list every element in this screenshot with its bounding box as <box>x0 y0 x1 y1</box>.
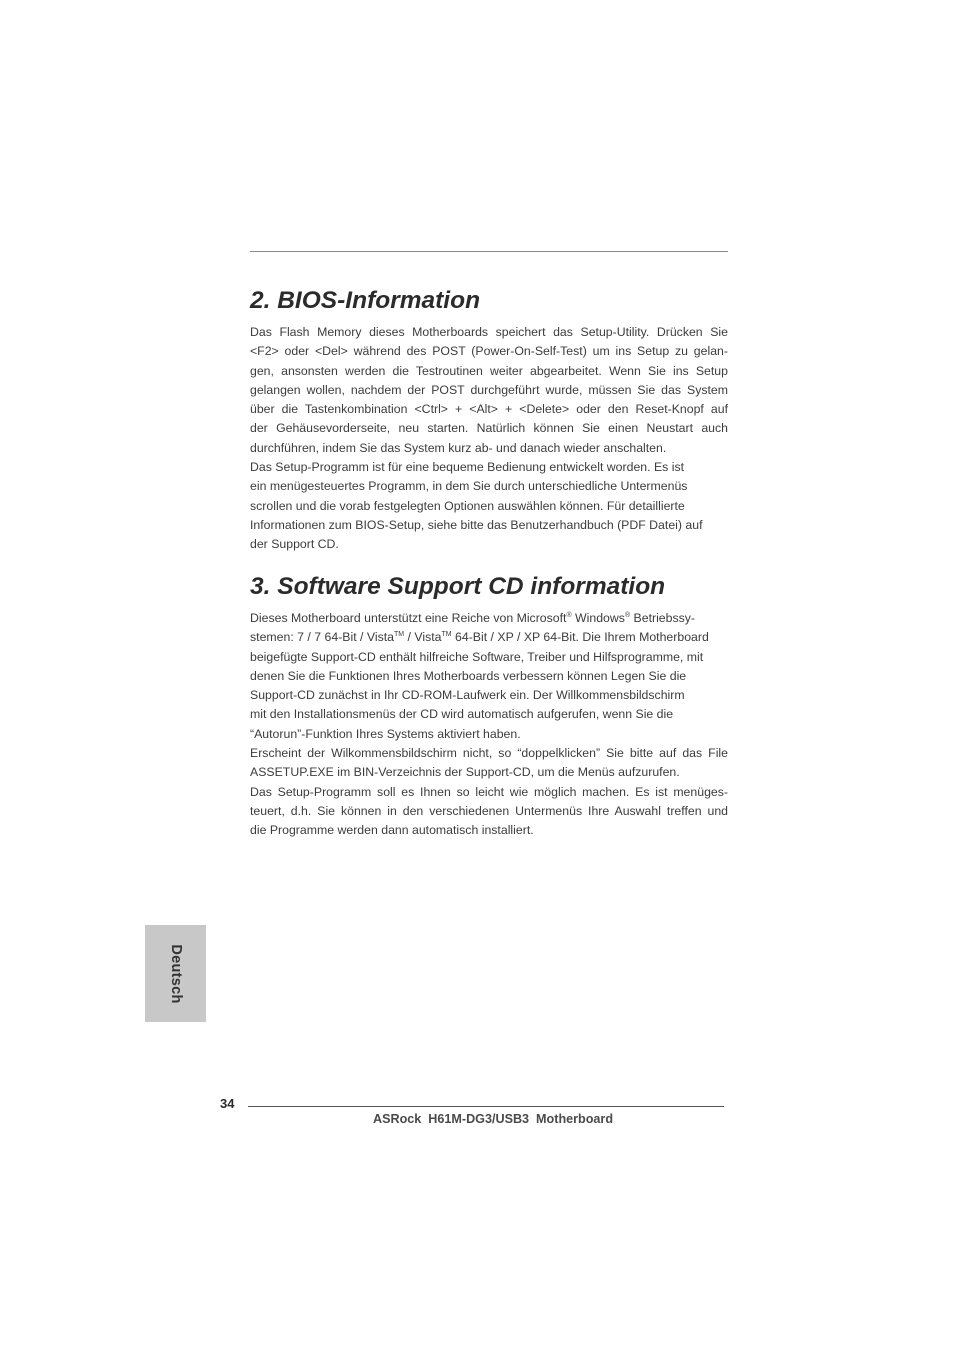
text-line: “Autorun”-Funktion Ihres Systems aktiviert haben. <box>250 726 521 741</box>
language-tab <box>145 925 206 1022</box>
text-line: der Gehäusevorderseite, neu starten. Natürlich können Sie einen Neustart auch <box>250 421 728 436</box>
text-line: gelangen wollen, nachdem der POST durchgeführt wurde, müssen Sie das System <box>250 382 728 397</box>
text-line: teuert, d.h. Sie können in den verschiedenen Untermenüs Ihre Auswahl treffen und <box>250 803 728 818</box>
page-number: 34 <box>220 1096 235 1111</box>
text-line: die Programme werden dann automatisch installiert. <box>250 823 534 838</box>
text-line: ASSETUP.EXE im BIN-Verzeichnis der Support-CD, um die Menüs aufzurufen. <box>250 765 680 780</box>
text-line <box>250 609 728 628</box>
text-line: Das Flash Memory dieses Motherboards speichert das Setup-Utility. Drücken Sie <box>250 325 728 339</box>
software-cd-heading: 3. Software Support CD information <box>250 573 666 600</box>
text-fragment: 64-Bit / XP / XP 64-Bit. Die Ihrem Motherboard <box>451 630 709 645</box>
header-rule <box>250 251 728 252</box>
text-line: <F2> oder <Del> während des POST (Power-On-Self-Test) um ins Setup zu gelan- <box>250 344 728 359</box>
bios-paragraph-1 <box>250 323 728 458</box>
bios-heading: 2. BIOS-Information <box>250 287 481 314</box>
text-line: Das Setup-Programm soll es Ihnen so leicht wie möglich machen. Es ist menüges- <box>250 784 728 799</box>
text-fragment: stemen: 7 / 7 64-Bit / Vista <box>250 630 394 645</box>
text-line <box>250 628 728 647</box>
text-line: Support-CD zunächst in Ihr CD-ROM-Laufwerk ein. Der Willkommensbildschirm <box>250 688 685 703</box>
trademark-mark: TM <box>394 631 405 639</box>
text-fragment: Dieses Motherboard unterstützt eine Reiche von Microsoft <box>250 611 567 625</box>
registered-mark: ® <box>566 612 572 619</box>
text-line: über die Tastenkombination <Ctrl> + <Alt> + <Delete> oder den Reset-Knopf auf <box>250 402 728 417</box>
text-line: gen, ansonsten werden die Testroutinen weiter abgearbeitet. Wenn Sie ins Setup <box>250 363 728 378</box>
text-fragment: Betriebssy- <box>630 611 696 625</box>
text-line: Informationen zum BIOS-Setup, siehe bitte das Benutzerhandbuch (PDF Datei) auf <box>250 517 703 532</box>
text-line: Erscheint der Wilkommensbildschirm nicht, so “doppelklicken” Sie bitte auf das File <box>250 746 728 761</box>
text-fragment: / Vista <box>404 630 442 645</box>
footer-title: ASRock H61M-DG3/USB3 Motherboard <box>373 1112 614 1126</box>
text-line: durchführen, indem Sie das System kurz ab- und danach wieder anschalten. <box>250 440 667 455</box>
footer-rule <box>248 1106 724 1107</box>
text-line: scrollen und die vorab festgelegten Optionen auswählen können. Für detaillierte <box>250 498 685 513</box>
software-cd-section <box>250 570 728 841</box>
text-line: beigefügte Support-CD enthält hilfreiche Software, Treiber und Hilfsprogramme, mit <box>250 649 704 664</box>
registered-mark: ® <box>624 612 631 619</box>
trademark-mark: TM <box>441 631 452 639</box>
bios-paragraph-2 <box>250 458 728 554</box>
cd-paragraph-1 <box>250 609 728 744</box>
text-line: denen Sie die Funktionen Ihres Motherboards verbessern können Legen Sie die <box>250 668 687 683</box>
bios-section <box>250 284 728 555</box>
cd-paragraph-2 <box>250 744 728 783</box>
text-fragment: Windows <box>571 611 625 625</box>
cd-paragraph-3 <box>250 783 728 841</box>
text-line: der Support CD. <box>250 537 339 552</box>
language-tab-label: Deutsch <box>167 943 184 1004</box>
text-line: Das Setup-Programm ist für eine bequeme Bedienung entwickelt worden. Es ist <box>250 460 685 475</box>
text-line: mit den Installationsmenüs der CD wird automatisch aufgerufen, wenn Sie die <box>250 707 674 722</box>
text-line: ein menügesteuertes Programm, in dem Sie durch unterschiedliche Untermenüs <box>250 479 688 494</box>
